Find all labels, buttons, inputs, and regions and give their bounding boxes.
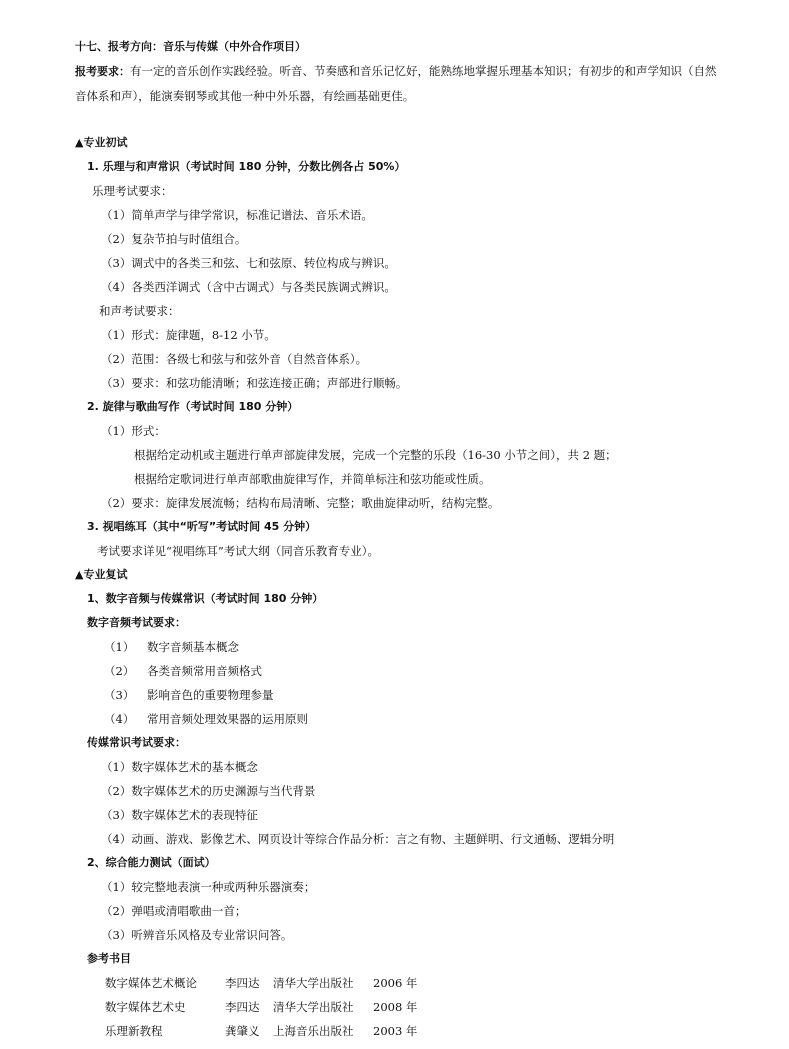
- list-item: 根据给定动机或主题进行单声部旋律发展，完成一个完整的乐段（16-30 小节之间），共 2 题；: [134, 448, 617, 462]
- list-item: [104, 687, 274, 703]
- list-item: （1）数字媒体艺术的基本概念: [101, 760, 258, 774]
- book-publisher: 上海音乐出版社: [273, 1024, 354, 1038]
- list-item: （4）各类西洋调式（含中古调式）与各类民族调式辨识。: [101, 280, 396, 294]
- book-title: 乐理新教程: [105, 1024, 163, 1038]
- retest-title: ▲专业复试: [75, 568, 128, 581]
- item-text: 常用音频处理效果器的运用原则: [147, 712, 308, 726]
- list-item: 根据给定歌词进行单声部歌曲旋律写作，并简单标注和弦功能或性质。: [134, 472, 491, 486]
- list-item: （3）要求：和弦功能清晰；和弦连接正确；声部进行顺畅。: [101, 376, 408, 390]
- item-number: （2）: [104, 664, 135, 678]
- item-text: 数字音频基本概念: [147, 640, 239, 654]
- harmony-requirements-label: 和声考试要求：: [99, 304, 180, 318]
- book-row: [105, 999, 417, 1015]
- reference-books-title: 参考书目: [87, 952, 131, 965]
- page-heading: 十七、报考方向：音乐与传媒（中外合作项目）: [75, 40, 306, 53]
- list-item: [104, 639, 239, 655]
- application-requirement: [75, 59, 725, 108]
- book-title: 数字媒体艺术概论: [105, 976, 197, 990]
- requirement-label: 报考要求：: [75, 65, 130, 78]
- list-item: （1）形式：旋律题，8-12 小节。: [101, 328, 276, 342]
- item-text: 各类音频常用音频格式: [147, 664, 262, 678]
- section-solfege-title: 3. 视唱练耳（其中“听写”考试时间 45 分钟）: [87, 520, 317, 533]
- book-row: [105, 975, 417, 991]
- book-title: 数字媒体艺术史: [105, 1000, 186, 1014]
- item-number: （4）: [104, 712, 135, 726]
- section-audio-media-title: 1、数字音频与传媒常识（考试时间 180 分钟）: [87, 592, 324, 605]
- list-item: [104, 663, 262, 679]
- list-item: （1）简单声学与律学常识，标准记谱法、音乐术语。: [101, 208, 373, 222]
- list-item: （2）范围：各级七和弦与和弦外音（自然音体系）。: [101, 352, 368, 366]
- initial-exam-title: ▲专业初试: [75, 136, 128, 149]
- form-label: （1）形式：: [101, 424, 166, 438]
- book-year: 2003 年: [373, 1024, 418, 1038]
- book-year: 2008 年: [373, 1000, 418, 1014]
- requirement-text: 有一定的音乐创作实践经验。听音、节奏感和音乐记忆好，能熟练地掌握乐理基本知识；有初步的和声学知识（自然音体系和声），能演奏钢琴或其他一种中外乐器，有绘画基础更佳。: [75, 64, 717, 103]
- list-item: （1）较完整地表演一种或两种乐器演奏；: [101, 880, 316, 894]
- book-year: 2006 年: [373, 976, 418, 990]
- section-theory-harmony-title: 1. 乐理与和声常识（考试时间 180 分钟，分数比例各占 50%）: [87, 160, 406, 173]
- list-item: （2）弹唱或清唱歌曲一首；: [101, 904, 247, 918]
- item-number: （1）: [104, 640, 135, 654]
- list-item: （2）要求：旋律发展流畅；结构布局清晰、完整；歌曲旋律动听，结构完整。: [101, 496, 500, 510]
- section-interview-title: 2、综合能力测试（面试）: [87, 856, 216, 869]
- book-author: 李四达: [225, 1000, 260, 1014]
- audio-requirements-label: 数字音频考试要求：: [87, 616, 186, 629]
- item-text: 影响音色的重要物理参量: [147, 688, 274, 702]
- list-item: （4）动画、游戏、影像艺术、网页设计等综合作品分析：言之有物、主题鲜明、行文通畅、逻辑分明: [101, 832, 615, 846]
- book-publisher: 清华大学出版社: [273, 1000, 354, 1014]
- book-publisher: 清华大学出版社: [273, 976, 354, 990]
- book-author: 龚肇义: [225, 1024, 260, 1038]
- list-item: [104, 711, 308, 727]
- list-item: （3）数字媒体艺术的表现特征: [101, 808, 258, 822]
- list-item: （3）调式中的各类三和弦、七和弦原、转位构成与辨识。: [101, 256, 396, 270]
- list-item: （2）复杂节拍与时值组合。: [101, 232, 247, 246]
- media-requirements-label: 传媒常识考试要求：: [87, 736, 186, 749]
- item-number: （3）: [104, 688, 135, 702]
- book-row: [105, 1023, 417, 1039]
- list-item: （3）听辨音乐风格及专业常识问答。: [101, 928, 293, 942]
- solfege-requirement: 考试要求详见“视唱练耳”考试大纲（同音乐教育专业）。: [97, 544, 380, 558]
- section-melody-writing-title: 2. 旋律与歌曲写作（考试时间 180 分钟）: [87, 400, 299, 413]
- theory-requirements-label: 乐理考试要求：: [92, 184, 173, 198]
- list-item: （2）数字媒体艺术的历史渊源与当代背景: [101, 784, 316, 798]
- book-author: 李四达: [225, 976, 260, 990]
